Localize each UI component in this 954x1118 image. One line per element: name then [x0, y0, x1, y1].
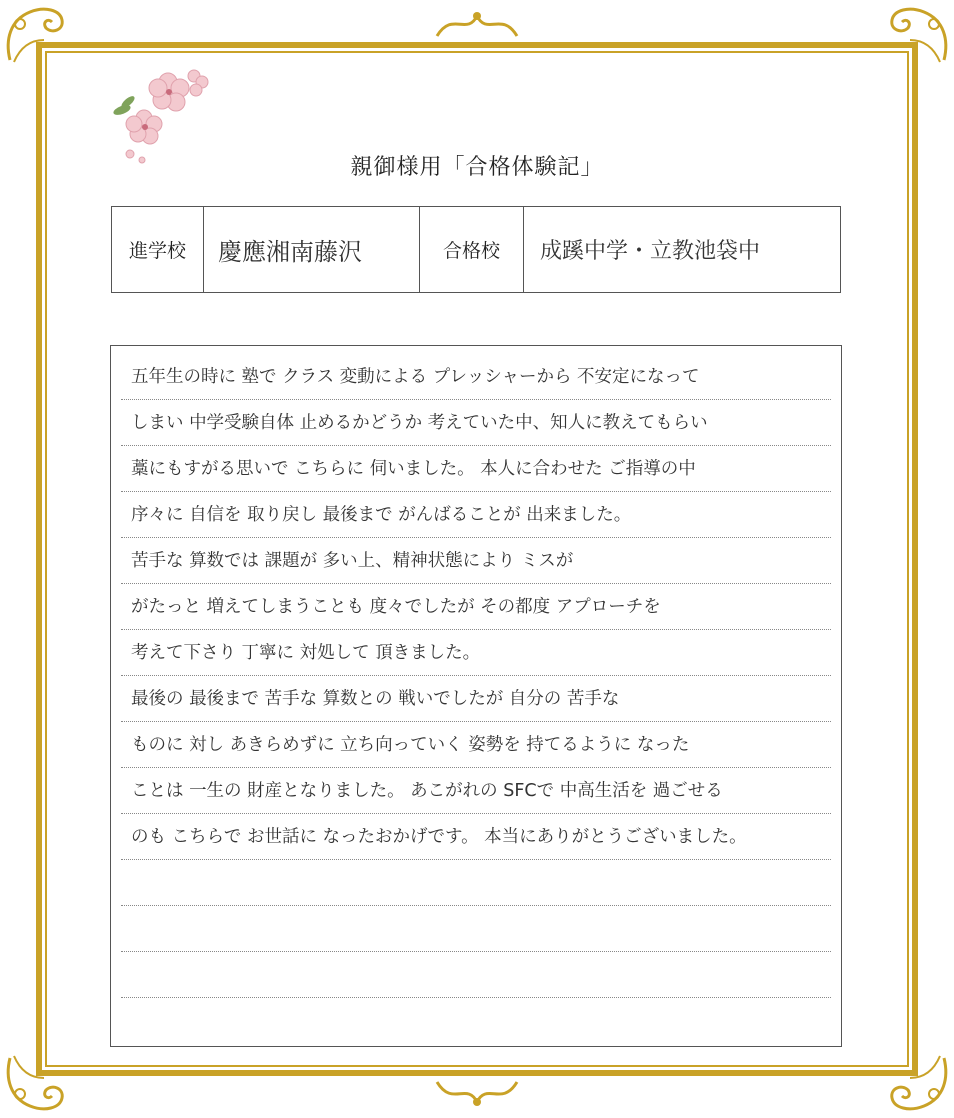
essay-line: ことは 一生の 財産となりました。 あこがれの SFCで 中高生活を 過ごせる — [121, 768, 831, 814]
essay-line — [121, 906, 831, 952]
essay-line: 藁にもすがる思いで こちらに 伺いました。 本人に合わせた ご指導の中 — [121, 446, 831, 492]
essay-line: しまい 中学受験自体 止めるかどうか 考えていた中、知人に教えてもらい — [121, 400, 831, 446]
essay-line — [121, 998, 831, 1044]
ornament-crest-icon — [427, 6, 527, 46]
passed-label: 合格校 — [420, 207, 524, 292]
info-table — [111, 206, 841, 293]
essay-line: 最後の 最後まで 苦手な 算数との 戦いでしたが 自分の 苦手な — [121, 676, 831, 722]
school-value: 慶應湘南藤沢 — [204, 207, 420, 292]
essay-box — [110, 345, 842, 1047]
school-label: 進学校 — [112, 207, 204, 292]
essay-line: 五年生の時に 塾で クラス 変動による プレッシャーから 不安定になって — [121, 354, 831, 400]
essay-line: 序々に 自信を 取り戻し 最後まで がんばることが 出来ました。 — [121, 492, 831, 538]
passed-value: 成蹊中学・立教池袋中 — [540, 239, 761, 264]
page-title: 親御様用「合格体験記」 — [350, 155, 604, 180]
essay-line: ものに 対し あきらめずに 立ち向っていく 姿勢を 持てるように なった — [121, 722, 831, 768]
ornament-crest-icon — [427, 1072, 527, 1112]
essay-line: 苦手な 算数では 課題が 多い上、精神状態により ミスが — [121, 538, 831, 584]
essay-line: 考えて下さり 丁寧に 対処して 頂きました。 — [121, 630, 831, 676]
essay-line — [121, 952, 831, 998]
essay-line: のも こちらで お世話に なったおかげです。 本当にありがとうございました。 — [121, 814, 831, 860]
essay-line — [121, 860, 831, 906]
essay-line: がたっと 増えてしまうことも 度々でしたが その都度 アプローチを — [121, 584, 831, 630]
